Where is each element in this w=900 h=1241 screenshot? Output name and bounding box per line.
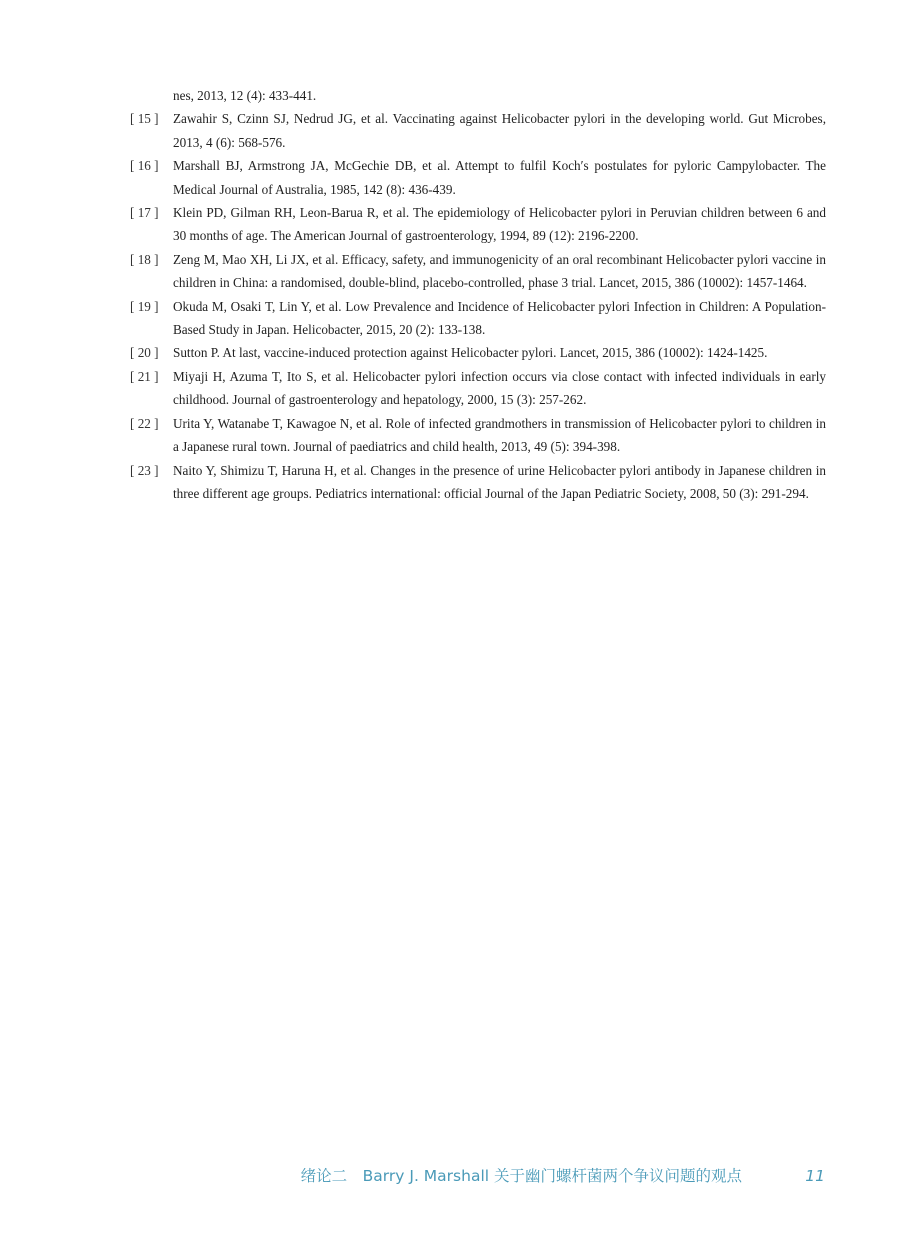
reference-number: [ 17 ] [130, 205, 159, 221]
reference-text: Miyaji H, Azuma T, Ito S, et al. Helicobacter pylori infection occurs via close contact with infected individuals in early childhood. Journal of gastroenterology and hepatology, 2000, 15 (3): 257-262. [173, 368, 826, 408]
reference-item [130, 201, 826, 248]
reference-number: [ 22 ] [130, 415, 159, 431]
reference-text: Zawahir S, Czinn SJ, Nedrud JG, et al. Vaccinating against Helicobacter pylori in the developing world. Gut Microbes, 2013, 4 (6): 568-576. [173, 111, 826, 150]
running-title: 绪论二 Barry J. Marshall 关于幽门螺杆菌两个争议问题的观点 [300, 1167, 742, 1185]
reference-item [130, 84, 826, 107]
page-footer [0, 1164, 900, 1190]
reference-text: Marshall BJ, Armstrong JA, McGechie DB, et al. Attempt to fulfil Koch′s postulates for pyloric Campylobacter. The Medical Journal of Australia, 1985, 142 (8): 436-439. [173, 158, 826, 197]
reference-text: Klein PD, Gilman RH, Leon-Barua R, et al. The epidemiology of Helicobacter pylori in Peruvian children between 6 and 30 months of age. The American Journal of gastroenterology, 1994, 89 (12): 2196-2200. [173, 205, 826, 244]
reference-text: Naito Y, Shimizu T, Haruna H, et al. Changes in the presence of urine Helicobacter pylori antibody in Japanese children in three different age groups. Pediatrics international: official Journal of the Japan Pediatric Society, 2008, 50 (3): 291-294. [173, 462, 826, 501]
reference-item [130, 295, 826, 342]
reference-item [130, 412, 826, 459]
reference-item [130, 248, 826, 295]
reference-number: [ 18 ] [130, 251, 159, 267]
reference-number: [ 19 ] [130, 298, 159, 314]
reference-item [130, 341, 826, 364]
reference-item [130, 365, 826, 412]
reference-list [130, 84, 826, 505]
reference-text: Okuda M, Osaki T, Lin Y, et al. Low Prevalence and Incidence of Helicobacter pylori Infection in Children: A Population-Based Study in Japan. Helicobacter, 2015, 20 (2): 133-138. [173, 298, 826, 338]
reference-number: [ 21 ] [130, 368, 159, 384]
reference-text: nes, 2013, 12 (4): 433-441. [173, 88, 317, 103]
reference-text: Urita Y, Watanabe T, Kawagoe N, et al. Role of infected grandmothers in transmission of Helicobacter pylori to children in a Japanese rural town. Journal of paediatrics and child health, 2013, 49 (5): 394-398. [173, 415, 826, 455]
reference-number: [ 20 ] [130, 345, 159, 361]
reference-item [130, 154, 826, 201]
reference-text: Zeng M, Mao XH, Li JX, et al. Efficacy, safety, and immunogenicity of an oral recombinant Helicobacter pylori vaccine in children in China: a randomised, double-blind, placebo-controlled, phase 3 trial. Lancet, 2015, 386 (10002): 1457-1464. [173, 251, 826, 291]
reference-text: Sutton P. At last, vaccine-induced protection against Helicobacter pylori. Lancet, 2015, 386 (10002): 1424-1425. [173, 345, 768, 361]
reference-number: [ 23 ] [130, 462, 159, 478]
page-number: 11 [805, 1167, 825, 1185]
reference-item [130, 107, 826, 154]
reference-item [130, 459, 826, 506]
reference-number: [ 15 ] [130, 111, 159, 127]
reference-number: [ 16 ] [130, 158, 159, 174]
